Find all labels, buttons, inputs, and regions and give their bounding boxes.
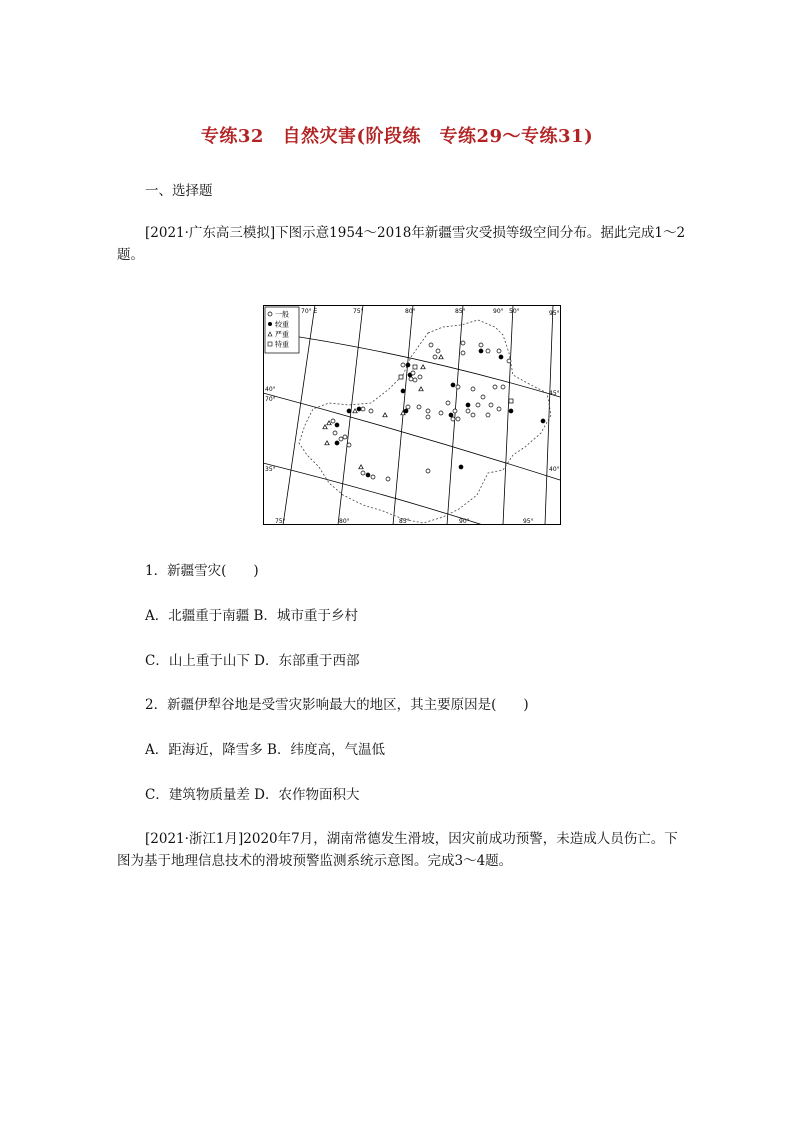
station-marker <box>456 385 460 389</box>
station-marker <box>509 399 513 403</box>
question-1: 1．新疆雪灾( ) <box>145 563 259 579</box>
svg-text:80°: 80° <box>405 308 416 315</box>
station-marker <box>331 419 335 423</box>
station-marker <box>343 435 347 439</box>
station-marker <box>426 409 430 413</box>
station-marker <box>451 417 455 421</box>
svg-text:75°: 75° <box>275 518 286 525</box>
station-marker <box>486 413 490 417</box>
station-marker <box>479 343 483 347</box>
station-marker <box>399 375 403 379</box>
station-marker <box>466 409 470 413</box>
section-heading: 一、选择题 <box>145 183 213 199</box>
station-marker <box>497 349 501 353</box>
intro-paragraph-2: [2021·浙江1月]2020年7月，湖南常德发生滑坡，因灾前成功预警，未造成人员伤亡。下图为基于地理信息技术的滑坡预警监测系统示意图。完成3～4题。 <box>117 831 678 869</box>
station-marker <box>459 465 463 469</box>
station-marker <box>401 389 405 393</box>
station-marker <box>404 409 408 413</box>
svg-text:80°: 80° <box>339 518 350 525</box>
station-marker <box>411 371 415 375</box>
station-marker <box>471 387 475 391</box>
station-marker <box>481 395 485 399</box>
station-marker <box>509 409 513 413</box>
station-marker <box>413 365 417 369</box>
station-marker <box>541 419 545 423</box>
station-marker <box>493 385 497 389</box>
station-marker <box>361 407 365 411</box>
station-marker <box>501 385 505 389</box>
station-marker <box>406 363 410 367</box>
station-marker <box>486 349 490 353</box>
intro-paragraph-1: [2021·广东高三模拟]下图示意1954～2018年新疆雪灾受损等级空间分布。据此完成1～2题。 <box>117 225 686 263</box>
svg-text:50°: 50° <box>509 308 520 315</box>
station-marker <box>371 475 375 479</box>
station-marker <box>401 363 405 367</box>
legend-symbol-extreme <box>268 342 272 346</box>
station-marker <box>417 405 421 409</box>
station-marker <box>499 355 503 359</box>
question-2: 2．新疆伊犁谷地是受雪灾影响最大的地区，其主要原因是( ) <box>145 697 529 713</box>
svg-text:75°: 75° <box>353 308 364 315</box>
station-marker <box>461 351 465 355</box>
station-marker <box>347 443 351 447</box>
question-1-options-ab: A．北疆重于南疆 B．城市重于乡村 <box>145 608 358 624</box>
station-marker <box>429 343 433 347</box>
xinjiang-snow-disaster-map <box>263 305 561 525</box>
station-marker <box>339 437 343 441</box>
station-marker <box>507 359 511 363</box>
station-marker <box>347 409 351 413</box>
station-marker <box>361 471 365 475</box>
station-marker <box>426 415 430 419</box>
station-marker <box>446 401 450 405</box>
svg-text:85°: 85° <box>455 308 466 315</box>
station-marker <box>497 407 501 411</box>
station-marker <box>333 431 337 435</box>
svg-text:90°: 90° <box>493 308 504 315</box>
station-marker <box>413 378 417 382</box>
svg-text:85°: 85° <box>399 518 410 525</box>
station-marker <box>461 341 465 345</box>
svg-text:45°: 45° <box>549 390 560 397</box>
station-marker <box>449 413 453 417</box>
station-marker <box>451 383 455 387</box>
svg-text:40°: 40° <box>549 466 560 473</box>
station-marker <box>426 469 430 473</box>
question-2-options-cd: C．建筑物质量差 D．农作物面积大 <box>145 787 360 803</box>
station-marker <box>471 413 475 417</box>
station-marker <box>366 473 370 477</box>
svg-text:95°: 95° <box>549 310 560 317</box>
legend-label-general: 一般 <box>275 310 289 319</box>
station-marker <box>386 477 390 481</box>
station-marker <box>357 407 361 411</box>
station-marker <box>479 349 483 353</box>
station-marker <box>433 355 437 359</box>
station-marker <box>439 411 443 415</box>
question-2-options-ab: A．距海近，降雪多 B．纬度高，气温低 <box>145 742 385 758</box>
station-marker <box>409 377 413 381</box>
station-marker <box>406 405 410 409</box>
legend-symbol-heavier <box>268 322 272 326</box>
station-marker <box>466 403 470 407</box>
station-marker <box>335 441 339 445</box>
station-marker <box>418 375 422 379</box>
legend-label-heavier: 较重 <box>275 320 289 329</box>
legend-label-severe: 严重 <box>275 330 289 339</box>
svg-text:40°: 40° <box>265 386 276 393</box>
svg-text:70°: 70° <box>265 396 276 403</box>
station-marker <box>369 409 373 413</box>
station-marker <box>335 423 339 427</box>
svg-text:90°: 90° <box>459 518 470 525</box>
station-marker <box>476 403 480 407</box>
svg-text:95°: 95° <box>523 518 534 525</box>
legend-symbol-general <box>268 312 272 316</box>
station-marker <box>453 409 457 413</box>
svg-text:70° E: 70° E <box>301 308 318 315</box>
svg-text:35°: 35° <box>265 466 276 473</box>
station-marker <box>489 403 493 407</box>
legend-label-extreme: 特重 <box>275 340 289 349</box>
station-marker <box>456 417 460 421</box>
page-title: 专练32 自然灾害(阶段练 专练29～专练31) <box>200 126 594 147</box>
station-marker <box>436 349 440 353</box>
question-1-options-cd: C．山上重于山下 D．东部重于西部 <box>145 653 360 669</box>
